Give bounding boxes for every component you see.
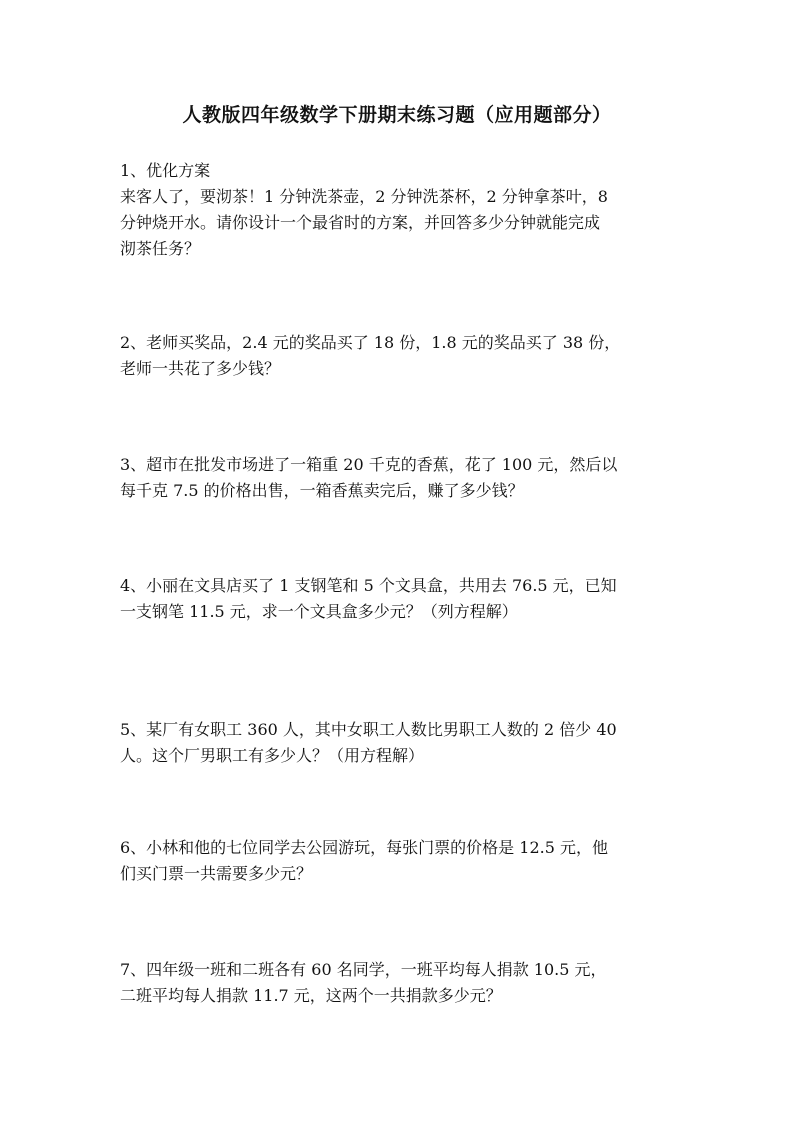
- problem-1-line-2: 分钟烧开水。请你设计一个最省时的方案，并回答多少分钟就能完成: [120, 213, 601, 232]
- problem-7-line-2: 二班平均每人捐款 11.7 元，这两个一共捐款多少元？: [120, 986, 502, 1005]
- problem-2: [120, 330, 680, 382]
- problem-1-line-1: 来客人了，要沏茶！1 分钟洗茶壶，2 分钟洗茶杯，2 分钟拿茶叶，8: [120, 187, 608, 206]
- problem-2-line-2: 老师一共花了多少钱？: [120, 359, 281, 378]
- problem-6-line-2: 们买门票一共需要多少元？: [120, 864, 313, 883]
- problem-5: [120, 717, 680, 769]
- problem-6-line-1: 6、小林和他的七位同学去公园游玩，每张门票的价格是 12.5 元，他: [120, 838, 608, 857]
- page-title: 人教版四年级数学下册期末练习题（应用题部分）: [182, 104, 612, 126]
- problem-2-line-1: 2、老师买奖品，2.4 元的奖品买了 18 份，1.8 元的奖品买了 38 份，: [120, 333, 621, 352]
- problem-1-heading: 1、优化方案: [120, 161, 211, 180]
- problem-3-line-1: 3、超市在批发市场进了一箱重 20 千克的香蕉，花了 100 元，然后以: [120, 455, 618, 474]
- problem-1: [120, 158, 680, 262]
- problem-3: [120, 452, 680, 504]
- problem-7: [120, 957, 680, 1009]
- problem-4-line-2: 一支钢笔 11.5 元，求一个文具盒多少元？（列方程解）: [120, 602, 518, 621]
- problem-5-line-2: 人。这个厂男职工有多少人？（用方程解）: [120, 746, 425, 765]
- problem-4-line-1: 4、小丽在文具店买了 1 支钢笔和 5 个文具盒，共用去 76.5 元，已知: [120, 576, 617, 595]
- problem-7-line-1: 7、四年级一班和二班各有 60 名同学，一班平均每人捐款 10.5 元，: [120, 960, 607, 979]
- problem-6: [120, 835, 680, 887]
- problem-5-line-1: 5、某厂有女职工 360 人，其中女职工人数比男职工人数的 2 倍少 40: [120, 720, 617, 739]
- problem-3-line-2: 每千克 7.5 的价格出售，一箱香蕉卖完后，赚了多少钱？: [120, 481, 524, 500]
- problem-1-line-3: 沏茶任务？: [120, 239, 201, 258]
- problem-4: [120, 573, 680, 625]
